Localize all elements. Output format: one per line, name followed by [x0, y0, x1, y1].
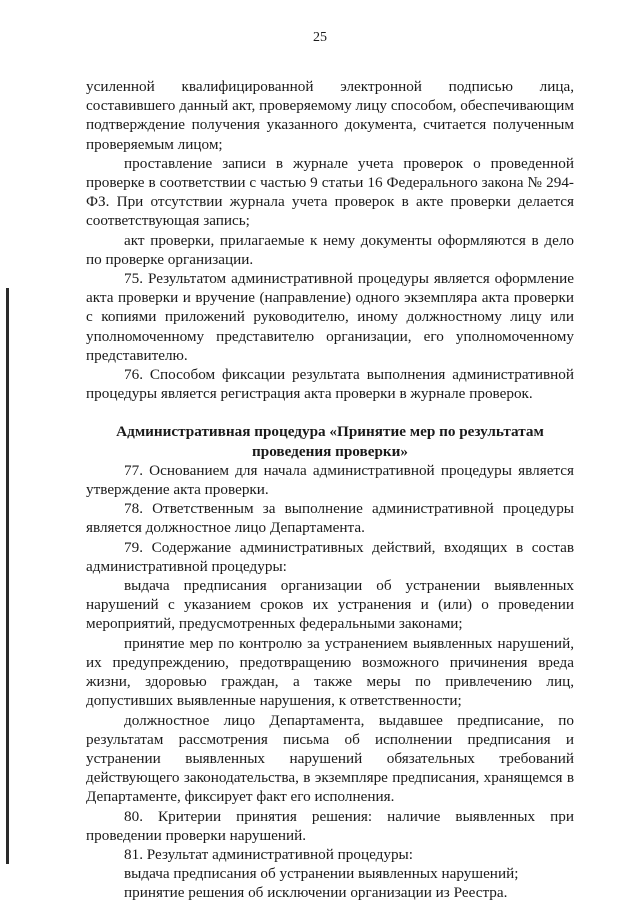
paragraph: принятие мер по контролю за устранением выявленных нарушений, их предупреждению, предотвращению возможного причинения вреда жизни, здоровью граждан, а также меры по привлечению лиц, допустивших выявленные нарушения, к ответственности;	[86, 634, 574, 710]
paragraph: 79. Содержание административных действий, входящих в состав административной процедуры:	[86, 538, 574, 575]
paragraph: 80. Критерии принятия решения: наличие выявленных при проведении проверки нарушений.	[86, 807, 574, 844]
paragraph: принятие решения об исключении организации из Реестра.	[124, 884, 508, 902]
paragraph: выдача предписания организации об устранении выявленных нарушений с указанием сроков их устранения и (или) о проведении мероприятий, предусмотренных федеральными законами;	[86, 577, 574, 633]
paragraph: выдача предписания об устранении выявленных нарушений;	[124, 865, 519, 883]
paragraph: 81. Результат административной процедуры:	[124, 845, 413, 863]
paragraph: 76. Способом фиксации результата выполнения административной процедуры является регистрация акта проверки в журнале проверок.	[86, 366, 574, 403]
scan-edge-line	[6, 288, 9, 864]
section-heading: Административная процедура «Принятие мер по результатам проведения проверки»	[116, 423, 544, 460]
paragraph: проставление записи в журнале учета проверок о проведенной проверке в соответствии с частью 9 статьи 16 Федерального закона № 294-ФЗ. При отсутствии журнала учета проверок в акте проверки делается соответствующая запись;	[86, 154, 574, 230]
paragraph: усиленной квалифицированной электронной подписью лица, составившего данный акт, проверяемому лицу способом, обеспечивающим подтверждение получения указанного документа, считается полученным проверяемым лицом;	[86, 78, 574, 153]
document-body	[86, 77, 574, 903]
page-number: 25	[313, 30, 327, 45]
paragraph: 77. Основанием для начала административной процедуры является утверждение акта проверки.	[86, 461, 574, 499]
paragraphs-after-heading	[86, 461, 574, 903]
paragraph: акт проверки, прилагаемые к нему документы оформляются в дело по проверке организации.	[86, 231, 574, 268]
paragraph: 75. Результатом административной процедуры является оформление акта проверки и вручение (направление) одного экземпляра акта проверки с копиями приложений руководителю, иному должностному лицу или уполномоченному представителю организации, его уполномоченному представителю.	[86, 270, 574, 364]
paragraphs-before-heading	[86, 77, 574, 403]
paragraph: должностное лицо Департамента, выдавшее предписание, по результатам рассмотрения письма об исполнении предписания и устранении выявленных нарушений обязательных требований действующего законодательства, в экземпляре предписания, хранящемся в Департаменте, фиксирует факт его исполнения.	[86, 711, 574, 806]
paragraph: 78. Ответственным за выполнение административной процедуры является должностное лицо Департамента.	[86, 500, 574, 537]
